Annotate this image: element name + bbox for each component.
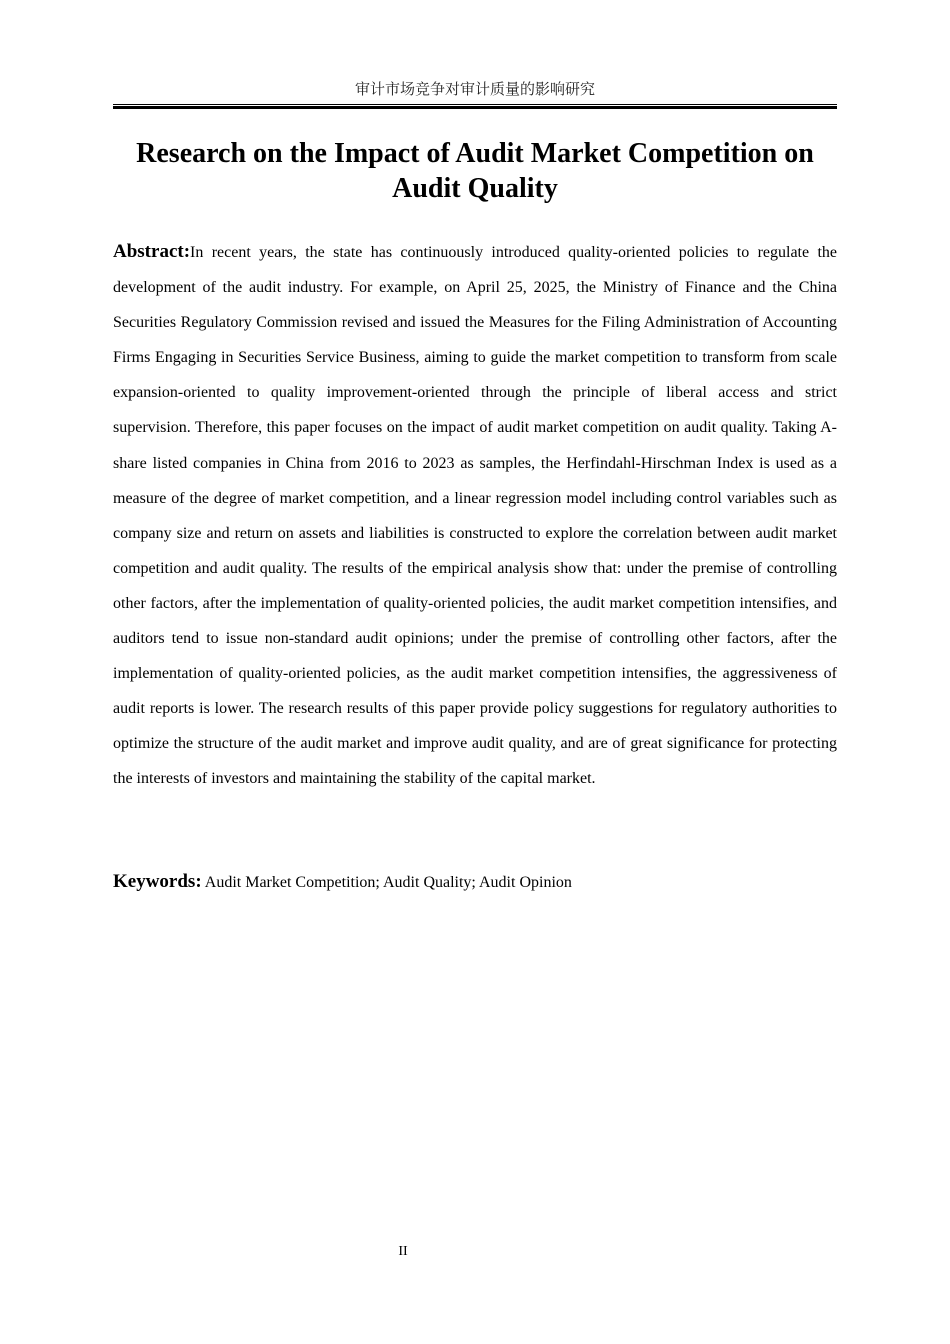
paper-title: Research on the Impact of Audit Market Competition on Audit Quality bbox=[136, 138, 814, 204]
keywords-paragraph bbox=[113, 866, 837, 899]
header-rule-thick bbox=[113, 106, 837, 109]
running-header-title: 审计市场竞争对审计质量的影响研究 bbox=[354, 80, 595, 98]
keywords-label: Keywords: bbox=[113, 871, 202, 892]
header-rule-thin bbox=[113, 104, 837, 105]
page-number: II bbox=[398, 1244, 408, 1259]
abstract-label: Abstract: bbox=[113, 241, 191, 262]
keywords-text: Audit Market Competition; Audit Quality; Audit Opinion bbox=[204, 874, 572, 891]
abstract-paragraph bbox=[113, 234, 837, 797]
abstract-text: In recent years, the state has continuously introduced quality-oriented policies to regulate the development of the audit industry. For example, on April 25, 2025, the Ministry of Finance and the China Securities Regulatory Commission revised and issued the Measures for the Filing Administration of Accounting Firms Engaging in Securities Service Business, aiming to guide the market competition to transform from scale expansion-oriented to quality improvement-oriented through the principle of liberal access and strict supervision. Therefore, this paper focuses on the impact of audit market competition on audit quality. Taking A-share listed companies in China from 2016 to 2023 as samples, the Herfindahl-Hirschman Index is used as a measure of the degree of market competition, and a linear regression model including control variables such as company size and return on assets and liabilities is constructed to explore the correlation between audit market competition and audit quality. The results of the empirical analysis show that: under the premise of controlling other factors, after the implementation of quality-oriented policies, the audit market competition intensifies, and auditors tend to issue non-standard audit opinions; under the premise of controlling other factors, after the implementation of quality-oriented policies, as the audit market competition intensifies, the aggressiveness of audit reports is lower. The research results of this paper provide policy suggestions for regulatory authorities to optimize the structure of the audit market and improve audit quality, and are of great significance for protecting the interests of investors and maintaining the stability of the capital market. bbox=[113, 244, 837, 788]
